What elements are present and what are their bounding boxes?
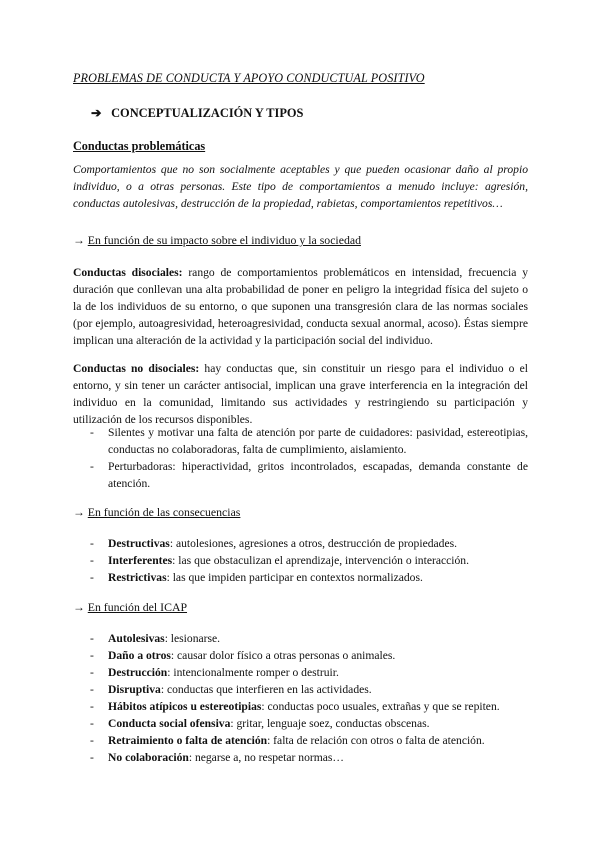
criterion-consecuencias-label: En función de las consecuencias <box>87 505 241 519</box>
dash-bullet: - <box>90 571 94 584</box>
list-item-text: : lesionarse. <box>164 632 221 645</box>
dash-bullet: - <box>90 666 94 679</box>
list-item-term: Disruptiva <box>108 683 161 696</box>
list-item-text: : causar dolor físico a otras personas o animales. <box>170 649 396 662</box>
list-item <box>73 569 528 586</box>
list-item-term: Hábitos atípicos u estereotipias <box>108 700 262 713</box>
no-disociales-text: hay conductas que, sin constituir un riesgo para el individuo o el entorno, y sin tener un carácter antisocial, implican una grave interferencia en la integración del individuo en la comunidad, limitando sus actividades y restringiendo su participación y utilización de los recursos disponibles. <box>73 362 528 426</box>
list-item <box>73 749 528 766</box>
list-item-term: Autolesivas <box>108 632 165 645</box>
disociales-paragraph <box>73 264 528 349</box>
list-item-text: Perturbadoras: hiperactividad, gritos incontrolados, escapadas, demanda constante de atención. <box>108 460 528 490</box>
consecuencias-list <box>73 535 528 586</box>
list-item <box>73 715 528 732</box>
dash-bullet: - <box>90 734 94 747</box>
dash-bullet: - <box>90 700 94 713</box>
no-disociales-paragraph <box>73 360 528 428</box>
dash-bullet: - <box>90 717 94 730</box>
no-disociales-term: Conductas no disociales: <box>73 362 200 375</box>
criterion-icap-label: En función del ICAP <box>87 600 188 614</box>
dash-bullet: - <box>90 649 94 662</box>
disociales-term: Conductas disociales: <box>73 266 183 279</box>
section-heading <box>91 105 303 121</box>
list-item-text: : intencionalmente romper o destruir. <box>167 666 339 679</box>
list-item-term: Conducta social ofensiva <box>108 717 231 730</box>
list-item-text: : las que impiden participar en contextos normalizados. <box>166 571 423 584</box>
icap-list <box>73 630 528 766</box>
list-item <box>73 698 528 715</box>
list-item <box>73 535 528 552</box>
list-item-text: : las que obstaculizan el aprendizaje, intervención o interacción. <box>172 554 469 567</box>
list-item <box>73 458 528 492</box>
list-item-term: Destructivas <box>108 537 170 550</box>
disociales-text: rango de comportamientos problemáticos en intensidad, frecuencia y duración que conllevan una alta probabilidad de poner en peligro la integridad física del sujeto o la de los individuos de su entorno, o que suponen una transgresión clara de las normas sociales (por ejemplo, autoagresividad, heteroagresividad, conducta sexual anormal, acoso). Éstas siempre implican una alteración de la actividad y la participación social del individuo. <box>73 266 528 347</box>
dash-bullet: - <box>90 554 94 567</box>
intro-paragraph: Comportamientos que no son socialmente aceptables y que pueden ocasionar daño al propio individuo, o a otras personas. Este tipo de comportamientos a menudo incluye: agresión, conductas autolesivas, destrucción de la propiedad, rabietas, comportamientos repetitivos… <box>73 163 528 210</box>
list-item-term: Restrictivas <box>108 571 167 584</box>
dash-bullet: - <box>90 460 94 473</box>
arrow-icon: → <box>73 505 85 519</box>
criterion-consecuencias-heading <box>73 505 240 520</box>
list-item-text: Silentes y motivar una falta de atención por parte de cuidadores: pasividad, estereotipias, conductas no colaboradoras, falta de cumplimiento, aislamiento. <box>108 426 528 456</box>
list-item-term: Interferentes <box>108 554 173 567</box>
list-item-term: Destrucción <box>108 666 168 679</box>
list-item-text: : gritar, lenguaje soez, conductas obscenas. <box>230 717 430 730</box>
section-heading-text: CONCEPTUALIZACIÓN Y TIPOS <box>111 106 304 120</box>
subsection-title: Conductas problemáticas <box>73 139 206 153</box>
arrow-icon: → <box>73 600 85 614</box>
arrow-icon: → <box>73 233 85 247</box>
impacto-list <box>73 424 528 492</box>
list-item <box>73 647 528 664</box>
dash-bullet: - <box>90 683 94 696</box>
dash-bullet: - <box>90 751 94 764</box>
list-item <box>73 681 528 698</box>
arrow-right-icon: ➔ <box>91 106 102 120</box>
list-item <box>73 664 528 681</box>
dash-bullet: - <box>90 537 94 550</box>
list-item <box>73 732 528 749</box>
dash-bullet: - <box>90 426 94 439</box>
criterion-impacto-label: En función de su impacto sobre el individuo y la sociedad <box>87 233 361 247</box>
criterion-icap-heading <box>73 600 187 615</box>
list-item-text: : conductas poco usuales, extrañas y que se repiten. <box>261 700 500 713</box>
list-item-text: : falta de relación con otros o falta de atención. <box>267 734 485 747</box>
list-item <box>73 424 528 458</box>
list-item <box>73 552 528 569</box>
document-title: PROBLEMAS DE CONDUCTA Y APOYO CONDUCTUAL POSITIVO <box>73 71 425 85</box>
list-item-text: : conductas que interfieren en las actividades. <box>160 683 372 696</box>
dash-bullet: - <box>90 632 94 645</box>
criterion-impacto-heading <box>73 233 361 248</box>
list-item-term: Daño a otros <box>108 649 171 662</box>
list-item-term: No colaboración <box>108 751 189 764</box>
list-item-term: Retraimiento o falta de atención <box>108 734 268 747</box>
list-item-text: : negarse a, no respetar normas… <box>188 751 344 764</box>
list-item <box>73 630 528 647</box>
list-item-text: : autolesiones, agresiones a otros, destrucción de propiedades. <box>169 537 458 550</box>
